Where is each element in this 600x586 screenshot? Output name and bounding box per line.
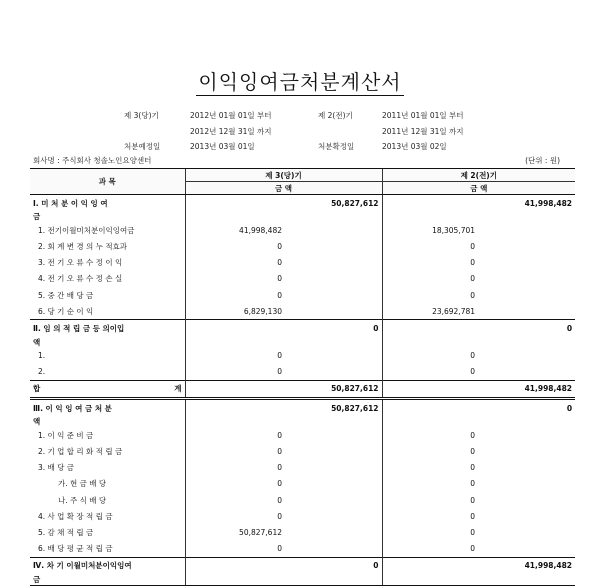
current-detail-amount	[185, 574, 285, 586]
table-row	[30, 271, 575, 287]
row-label: 액	[33, 417, 41, 427]
prior-term-label: 제 2(전)기	[318, 111, 353, 120]
row-label: 가. 현 금 배 당	[58, 479, 107, 489]
table-row	[30, 380, 575, 398]
prior-detail-amount: 0	[382, 287, 478, 303]
prior-total-amount	[478, 443, 575, 459]
current-total-amount	[285, 460, 382, 476]
prior-detail-amount: 23,692,781	[382, 303, 478, 320]
prior-total-amount	[478, 541, 575, 558]
current-detail-amount	[185, 416, 285, 427]
current-detail-amount	[185, 337, 285, 348]
prior-detail-amount	[382, 399, 478, 417]
prior-total-amount: 0	[478, 320, 575, 337]
current-detail-amount: 0	[185, 541, 285, 558]
prior-detail-amount: 0	[382, 427, 478, 443]
current-detail-amount: 0	[185, 255, 285, 271]
table-row	[30, 508, 575, 524]
table-row	[30, 416, 575, 427]
table-row	[30, 443, 575, 459]
current-total-amount	[285, 541, 382, 558]
prior-total-amount	[478, 416, 575, 427]
current-detail-amount: 0	[185, 476, 285, 492]
current-total-amount: 50,827,612	[331, 198, 379, 208]
table-row	[30, 476, 575, 492]
prior-total-amount	[478, 524, 575, 540]
table-row	[30, 222, 575, 238]
scheduled-date: 2013년 03월 01일	[190, 142, 255, 151]
row-label: Ⅲ. 이 익 잉 여 금 처 분	[30, 399, 185, 417]
prior-total-amount	[478, 427, 575, 443]
current-detail-amount: 0	[185, 287, 285, 303]
prior-total-amount	[478, 476, 575, 492]
prior-total-amount: 41,998,482	[478, 557, 575, 574]
current-term-label: 제 3(당)기	[124, 111, 159, 120]
current-detail-amount: 0	[185, 443, 285, 459]
current-total-amount	[285, 222, 382, 238]
row-label: 3. 배 당 금	[38, 463, 75, 473]
prior-total-amount	[478, 348, 575, 364]
table-row	[30, 541, 575, 558]
row-label: 1. 전기이월미처분이익잉여금	[38, 225, 135, 235]
table-row	[30, 492, 575, 508]
current-total-amount	[285, 476, 382, 492]
prior-detail-amount: 0	[382, 443, 478, 459]
current-total-amount	[285, 508, 382, 524]
prior-detail-amount	[382, 195, 478, 212]
prior-total-amount	[478, 271, 575, 287]
prior-detail-amount	[382, 320, 478, 337]
table-row	[30, 287, 575, 303]
prior-detail-amount: 0	[382, 541, 478, 558]
row-label: 1. 이 익 준 비 금	[38, 430, 94, 440]
prior-total-amount: 41,998,482	[524, 198, 573, 208]
prior-detail-amount: 0	[382, 476, 478, 492]
row-label: 금	[33, 212, 41, 222]
prior-total-amount	[478, 460, 575, 476]
row-label: 4. 전 기 오 류 수 정 손 실	[38, 274, 123, 284]
row-label: 5. 감 채 적 립 금	[38, 527, 94, 537]
current-detail-amount: 41,998,482	[185, 222, 285, 238]
prior-detail-amount: 0	[382, 238, 478, 254]
current-total-amount: 50,827,612	[285, 399, 382, 417]
prior-total-amount	[478, 287, 575, 303]
table-row	[30, 320, 575, 337]
prior-detail-amount: 0	[382, 524, 478, 540]
row-label: 6. 배 당 평 균 적 립 금	[38, 544, 113, 554]
row-label: 1.	[38, 351, 46, 361]
prior-total-amount	[478, 364, 575, 381]
prior-detail-amount: 0	[382, 271, 478, 287]
unit-label: (단위 : 원)	[525, 156, 560, 165]
current-detail-amount	[185, 399, 285, 417]
table-row	[30, 524, 575, 540]
current-total-amount	[285, 348, 382, 364]
prior-detail-amount: 0	[382, 460, 478, 476]
prior-total-amount	[478, 222, 575, 238]
row-label: 액	[33, 337, 41, 347]
row-label: 금	[30, 574, 185, 586]
row-label: 나. 주 식 배 당	[58, 495, 107, 505]
column-header-item: 과 목	[30, 169, 185, 195]
column-header-prior: 제 2(전)기	[382, 169, 575, 182]
prior-total-amount	[478, 508, 575, 524]
column-header-current-amount: 금 액	[185, 182, 382, 195]
current-total-amount	[285, 524, 382, 540]
table-row	[30, 195, 575, 212]
current-detail-amount: 0	[185, 238, 285, 254]
prior-detail-amount: 0	[382, 348, 478, 364]
row-label: Ⅳ. 차 기 이월미처분이익잉여	[30, 557, 185, 574]
current-from: 2012년 01월 01일 부터	[190, 111, 272, 120]
table-row	[30, 399, 575, 417]
current-detail-amount: 6,829,130	[185, 303, 285, 320]
table-row	[30, 348, 575, 364]
table-row	[30, 460, 575, 476]
prior-from: 2011년 01월 01일 부터	[382, 111, 464, 120]
current-detail-amount	[185, 380, 285, 398]
current-total-amount	[285, 211, 382, 222]
prior-detail-amount: 0	[382, 508, 478, 524]
current-total-amount: 0	[285, 557, 382, 574]
row-label: Ⅰ. 미 처 분 이 익 잉 여	[33, 198, 108, 208]
prior-total-amount: 41,998,482	[478, 380, 575, 398]
current-detail-amount: 0	[185, 427, 285, 443]
column-header-prior-amount: 금 액	[382, 182, 575, 195]
retained-earnings-table	[30, 168, 575, 586]
row-label: 2. 기 업 합 리 화 적 립 금	[38, 447, 123, 457]
current-detail-amount	[185, 557, 285, 574]
row-label: 2. 회 계 변 경 의 누 적효과	[38, 241, 128, 251]
prior-detail-amount	[382, 211, 478, 222]
row-label: 4. 사 업 확 장 적 립 금	[38, 511, 113, 521]
company-name: 회사명 : 주식회사 청솔노인요양센터	[33, 156, 152, 165]
prior-detail-amount	[382, 380, 478, 398]
current-total-amount	[285, 364, 382, 381]
prior-total-amount	[478, 255, 575, 271]
current-total-amount: 0	[285, 320, 382, 337]
prior-detail-amount: 0	[382, 364, 478, 381]
table-row	[30, 557, 575, 574]
current-to: 2012년 12월 31일 까지	[190, 127, 272, 136]
page-title: 이익잉여금처분계산서	[198, 70, 402, 94]
table-row	[30, 427, 575, 443]
prior-total-amount	[478, 574, 575, 586]
row-label: 6. 당 기 순 이 익	[38, 306, 94, 316]
table-row	[30, 337, 575, 348]
current-total-amount: 50,827,612	[285, 380, 382, 398]
current-detail-amount	[185, 320, 285, 337]
current-total-amount	[285, 255, 382, 271]
table-row	[30, 255, 575, 271]
confirmed-date: 2013년 03월 02일	[382, 142, 447, 151]
prior-detail-amount: 0	[382, 255, 478, 271]
current-total-amount	[285, 492, 382, 508]
row-label: 합 계	[30, 380, 185, 398]
current-total-amount	[285, 303, 382, 320]
prior-detail-amount	[382, 574, 478, 586]
prior-total-amount: 0	[478, 399, 575, 417]
prior-total-amount	[478, 211, 575, 222]
table-row	[30, 303, 575, 320]
scheduled-label: 처분예정일	[124, 142, 161, 151]
current-total-amount	[285, 287, 382, 303]
current-total-amount	[285, 271, 382, 287]
prior-to: 2011년 12월 31일 까지	[382, 127, 464, 136]
prior-total-amount	[478, 303, 575, 320]
column-header-current: 제 3(당)기	[185, 169, 382, 182]
current-detail-amount: 0	[185, 492, 285, 508]
table-row	[30, 211, 575, 222]
prior-detail-amount	[382, 557, 478, 574]
current-detail-amount: 50,827,612	[185, 524, 285, 540]
table-row	[30, 574, 575, 586]
table-row	[30, 238, 575, 254]
current-detail-amount: 0	[185, 271, 285, 287]
current-detail-amount	[185, 195, 285, 212]
prior-total-amount	[478, 492, 575, 508]
row-label: 5. 중 간 배 당 금	[38, 290, 94, 300]
current-total-amount	[285, 443, 382, 459]
prior-detail-amount: 0	[382, 492, 478, 508]
row-label: 2.	[38, 367, 46, 377]
current-detail-amount: 0	[185, 348, 285, 364]
current-detail-amount: 0	[185, 508, 285, 524]
prior-total-amount	[478, 238, 575, 254]
current-detail-amount: 0	[185, 364, 285, 381]
row-label: 3. 전 기 오 류 수 정 이 익	[38, 258, 123, 268]
prior-total-amount	[478, 337, 575, 348]
current-total-amount	[285, 427, 382, 443]
current-detail-amount: 0	[185, 460, 285, 476]
confirmed-label: 처분확정일	[318, 142, 355, 151]
current-total-amount	[285, 337, 382, 348]
prior-detail-amount	[382, 337, 478, 348]
prior-detail-amount: 18,305,701	[382, 222, 478, 238]
current-total-amount	[285, 574, 382, 586]
current-detail-amount	[185, 211, 285, 222]
table-row	[30, 364, 575, 381]
prior-detail-amount	[382, 416, 478, 427]
current-total-amount	[285, 416, 382, 427]
current-total-amount	[285, 238, 382, 254]
row-label: Ⅱ. 임 의 적 립 금 등 의이입	[30, 320, 185, 337]
